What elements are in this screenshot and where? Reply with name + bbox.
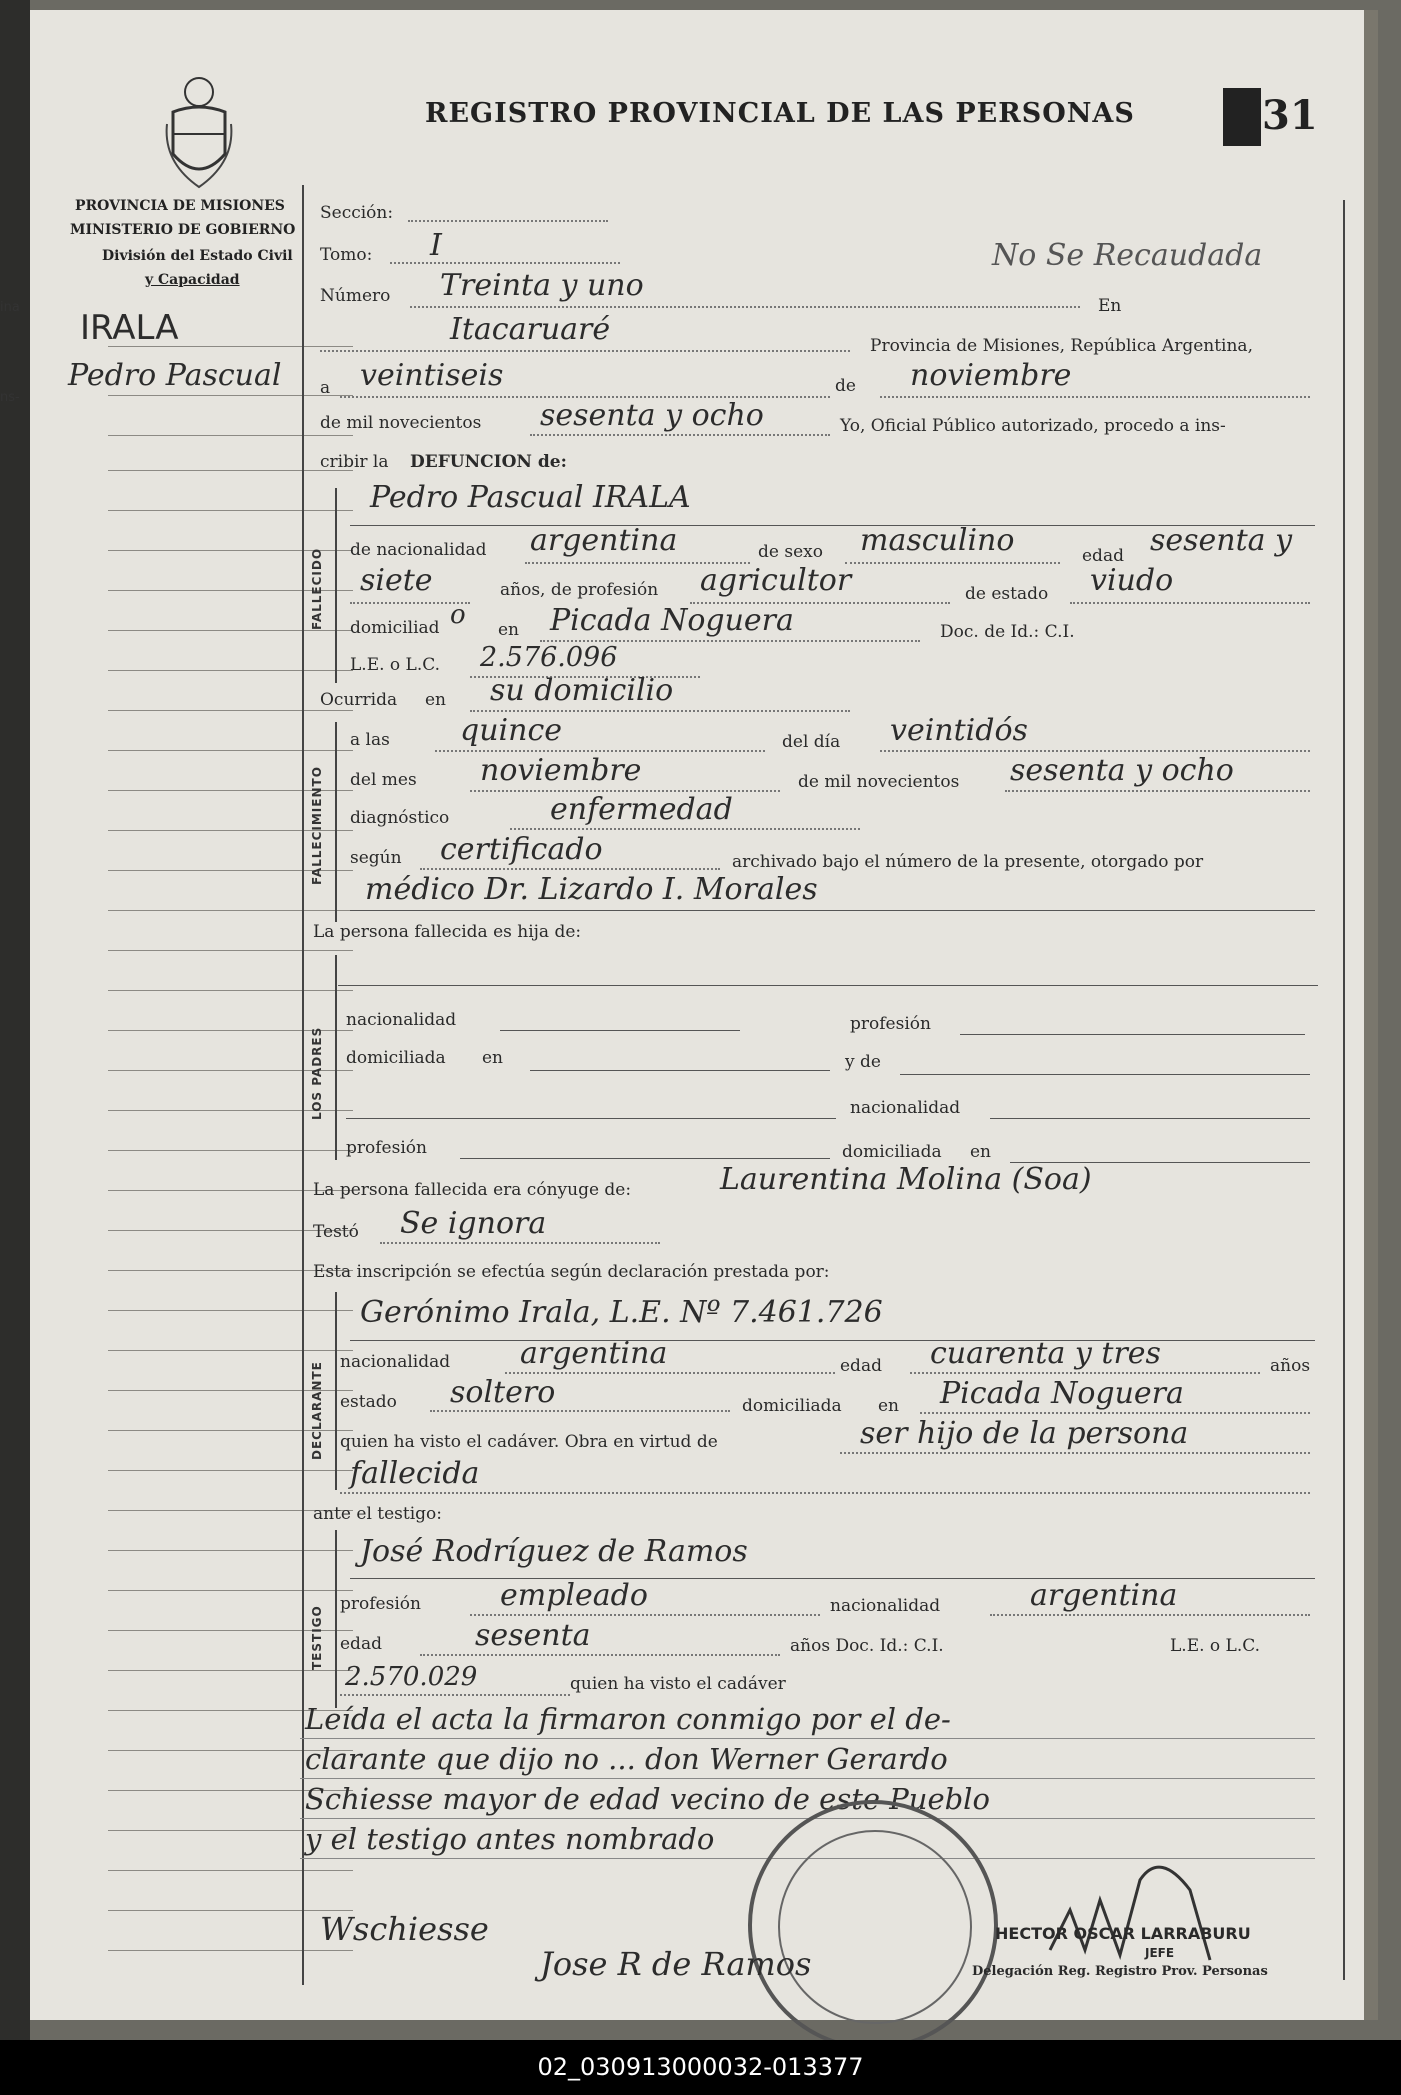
value-declarante-obra-2: fallecida xyxy=(350,1456,480,1491)
closing-line-2: clarante que dijo no ... don Werner Gerardo xyxy=(305,1742,948,1776)
value-declarante-nacionalidad: argentina xyxy=(520,1336,668,1371)
label-sexo: de sexo xyxy=(758,542,823,562)
division-label: División del Estado Civil xyxy=(102,248,293,264)
label-domiciliad: domiciliad xyxy=(350,618,440,638)
value-profesion: agricultor xyxy=(700,563,852,598)
label-diagnostico: diagnóstico xyxy=(350,808,450,828)
label-declarante-estado: estado xyxy=(340,1392,397,1412)
label-tomo: Tomo: xyxy=(320,245,373,265)
margin-given-name: Pedro Pascual xyxy=(68,358,282,393)
label-edad: edad xyxy=(1082,546,1124,566)
label-yo: Yo, Oficial Público autorizado, procedo a ins- xyxy=(840,416,1226,436)
label-declarante-domiciliada: domiciliada xyxy=(742,1396,842,1416)
label-segun: según xyxy=(350,848,402,868)
label-del-dia: del día xyxy=(782,732,841,752)
province-label: PROVINCIA DE MISIONES xyxy=(75,198,285,214)
value-nombre: Pedro Pascual IRALA xyxy=(370,480,691,515)
closing-line-1: Leída el acta la firmaron conmigo por el de- xyxy=(305,1702,951,1736)
value-testigo: José Rodríguez de Ramos xyxy=(360,1534,748,1569)
margin-divider xyxy=(302,185,304,1985)
ministry-label: MINISTERIO DE GOBIERNO xyxy=(70,222,296,238)
label-testo: Testó xyxy=(313,1222,359,1242)
value-declarante-edad: cuarenta y tres xyxy=(930,1336,1161,1371)
label-testigo-profesion: profesión xyxy=(340,1594,421,1614)
value-domicilio: Picada Noguera xyxy=(550,603,794,638)
label-archivado: archivado bajo el número de la presente, otorgado por xyxy=(732,852,1204,872)
value-dia: veintiseis xyxy=(360,358,504,393)
official-title: JEFE xyxy=(1145,1946,1175,1960)
signature-declarante: Wschiesse xyxy=(320,1910,489,1948)
label-madre-domiciliada: domiciliada xyxy=(842,1142,942,1162)
value-declarante-obra: ser hijo de la persona xyxy=(860,1416,1189,1451)
label-declarante-quien: quien ha visto el cadáver. Obra en virtud de xyxy=(340,1432,718,1452)
side-label-fallecido: FALLECIDO xyxy=(310,547,324,630)
value-anio: sesenta y ocho xyxy=(540,398,764,433)
label-padre-en: en xyxy=(482,1048,504,1068)
label-nacionalidad: de nacionalidad xyxy=(350,540,487,560)
official-signature-icon xyxy=(1040,1840,1240,1980)
edge-text: ina xyxy=(0,300,20,315)
closing-line-3: Schiesse mayor de edad vecino de este Pueblo xyxy=(305,1782,990,1816)
value-hora: quince xyxy=(460,713,562,748)
label-inscripcion: Esta inscripción se efectúa según declaración prestada por: xyxy=(313,1262,830,1282)
signature-testigo: Jose R de Ramos xyxy=(540,1945,812,1983)
label-de-mil: de mil novecientos xyxy=(798,772,960,792)
label-testigo-anos: años Doc. Id.: C.I. xyxy=(790,1636,944,1656)
value-estado: viudo xyxy=(1090,563,1174,598)
side-label-fallecimiento: FALLECIMIENTO xyxy=(310,766,324,885)
label-provincia: Provincia de Misiones, República Argentina, xyxy=(870,336,1253,356)
side-label-testigo: TESTIGO xyxy=(310,1605,324,1670)
value-tomo: I xyxy=(430,228,442,263)
value-anio-fallecimiento: sesenta y ocho xyxy=(1010,753,1234,788)
label-a: a xyxy=(320,378,331,398)
label-testigo-nacionalidad: nacionalidad xyxy=(830,1596,941,1616)
label-cribir: cribir la xyxy=(320,452,389,472)
label-declarante-anos: años xyxy=(1270,1356,1311,1376)
value-testigo-profesion: empleado xyxy=(500,1578,648,1613)
left-margin xyxy=(60,10,332,2020)
value-sexo: masculino xyxy=(860,523,1015,558)
label-en: en xyxy=(498,620,520,640)
ink-blot xyxy=(1223,88,1261,146)
coat-of-arms-icon xyxy=(163,72,235,192)
right-border xyxy=(1343,200,1345,1980)
label-padre-nacionalidad: nacionalidad xyxy=(346,1010,457,1030)
label-madre-en: en xyxy=(970,1142,992,1162)
official-seal-icon xyxy=(748,1800,998,2050)
label-estado: de estado xyxy=(965,584,1049,604)
value-mes: noviembre xyxy=(910,358,1072,393)
value-conyuge: Laurentina Molina (Soa) xyxy=(720,1162,1092,1197)
official-office: Delegación Reg. Registro Prov. Personas xyxy=(972,1964,1268,1979)
label-madre-nacionalidad: nacionalidad xyxy=(850,1098,961,1118)
label-testigo-quien: quien ha visto el cadáver xyxy=(570,1674,786,1694)
value-dia-fallecimiento: veintidós xyxy=(890,713,1028,748)
image-code: 02_030913000032-013377 xyxy=(537,2053,864,2081)
label-declarante-edad: edad xyxy=(840,1356,882,1376)
value-lugar: Itacaruaré xyxy=(450,312,611,347)
book-spine xyxy=(0,0,30,2040)
label-seccion: Sección: xyxy=(320,203,394,223)
edge-text: ns- xyxy=(0,390,20,405)
value-declarante-estado: soltero xyxy=(450,1375,556,1410)
label-testigo-edad: edad xyxy=(340,1634,382,1654)
label-declarante-en: en xyxy=(878,1396,900,1416)
label-en: En xyxy=(1098,296,1122,316)
label-mil: de mil novecientos xyxy=(320,413,482,433)
label-en-ocurrida: en xyxy=(425,690,447,710)
label-numero: Número xyxy=(320,286,391,306)
value-medico: médico Dr. Lizardo I. Morales xyxy=(365,872,818,907)
side-label-declarante: DECLARANTE xyxy=(310,1361,324,1460)
value-testigo-le: 2.570.029 xyxy=(345,1662,478,1692)
value-diagnostico: enfermedad xyxy=(550,792,733,827)
value-segun: certificado xyxy=(440,832,603,867)
value-edad-2: siete xyxy=(360,563,433,598)
label-padre-profesion: profesión xyxy=(850,1014,931,1034)
value-testigo-nacionalidad: argentina xyxy=(1030,1578,1178,1613)
label-le: L.E. o L.C. xyxy=(350,655,441,675)
label-testigo-le: L.E. o L.C. xyxy=(1170,1636,1261,1656)
certificate-page xyxy=(30,10,1378,2020)
value-domiciliado-o: o xyxy=(450,600,466,630)
label-anos-profesion: años, de profesión xyxy=(500,580,659,600)
division-label-2: y Capacidad xyxy=(145,272,240,288)
value-ocurrida: su domicilio xyxy=(490,673,674,708)
margin-surname: IRALA xyxy=(80,308,179,348)
annotation-stamp: No Se Recaudada xyxy=(992,238,1263,273)
label-de: de xyxy=(835,376,856,396)
label-del-mes: del mes xyxy=(350,770,417,790)
label-y-de: y de xyxy=(845,1052,881,1072)
folio-number: 31 xyxy=(1262,92,1318,139)
label-defuncion: DEFUNCION de: xyxy=(410,452,567,472)
label-ocurrida: Ocurrida xyxy=(320,690,398,710)
label-hija-de: La persona fallecida es hija de: xyxy=(313,922,582,942)
side-label-padres: LOS PADRES xyxy=(310,1026,324,1120)
label-padre-domiciliada: domiciliada xyxy=(346,1048,446,1068)
official-name: HECTOR OSCAR LARRABURU xyxy=(995,1924,1251,1943)
image-footer xyxy=(0,2040,1401,2095)
label-declarante-nacionalidad: nacionalidad xyxy=(340,1352,451,1372)
value-edad: sesenta y xyxy=(1150,523,1293,558)
value-le: 2.576.096 xyxy=(480,642,618,673)
label-madre-profesion: profesión xyxy=(346,1138,427,1158)
label-doc-id: Doc. de Id.: C.I. xyxy=(940,622,1075,642)
label-conyuge: La persona fallecida era cónyuge de: xyxy=(313,1180,632,1200)
value-numero: Treinta y uno xyxy=(440,268,644,303)
value-testigo-edad: sesenta xyxy=(475,1618,591,1653)
value-testo: Se ignora xyxy=(400,1206,547,1241)
document-title: REGISTRO PROVINCIAL DE LAS PERSONAS xyxy=(425,98,1135,129)
value-declarante-domicilio: Picada Noguera xyxy=(940,1376,1184,1411)
closing-line-4: y el testigo antes nombrado xyxy=(305,1822,715,1856)
value-declarante: Gerónimo Irala, L.E. Nº 7.461.726 xyxy=(360,1295,883,1330)
label-ante-testigo: ante el testigo: xyxy=(313,1504,443,1524)
value-nacionalidad: argentina xyxy=(530,523,678,558)
value-mes-fallecimiento: noviembre xyxy=(480,753,642,788)
label-a-las: a las xyxy=(350,730,390,750)
